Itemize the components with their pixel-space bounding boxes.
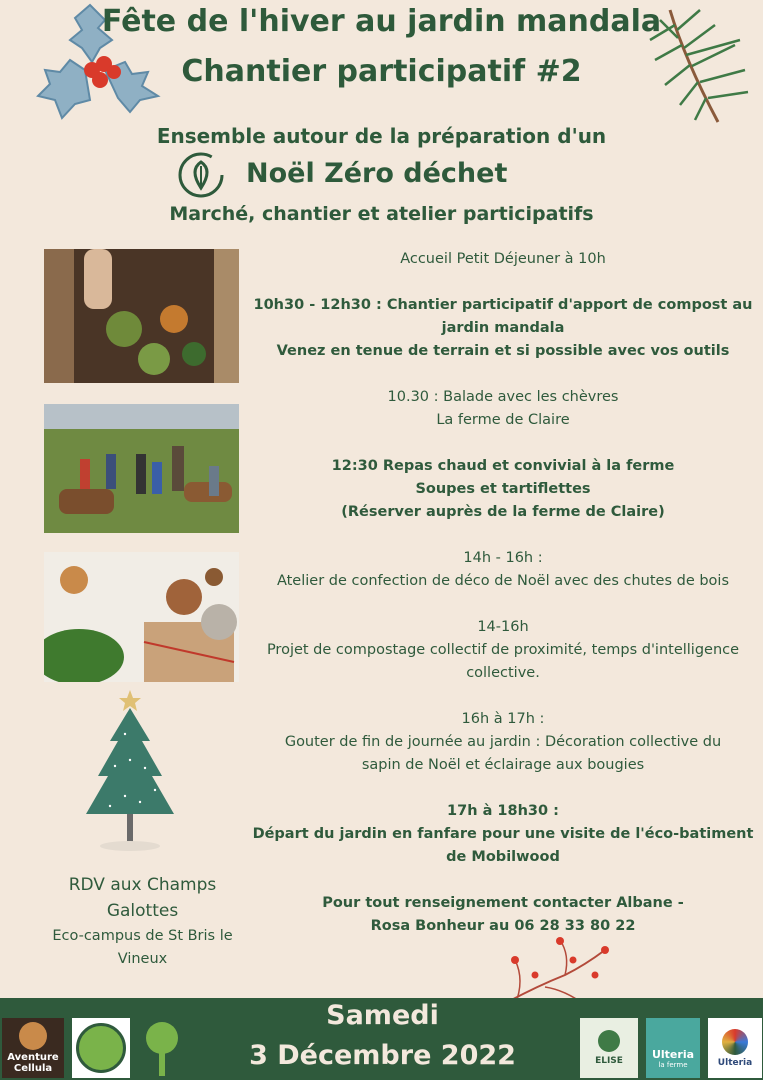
program-spacer <box>248 524 758 547</box>
date-day: Samedi <box>326 1000 439 1031</box>
program-line: Gouter de fin de journée au jardin : Décoration collective du <box>284 734 722 750</box>
program-line: 17h à 18h30 : <box>447 803 559 819</box>
logo-ulteria-label: Ulteria <box>717 1057 753 1068</box>
program-line: 10.30 : Balade avec les chèvres <box>387 389 619 405</box>
program-line: 10h30 - 12h30 : Chantier participatif d'apport de compost au <box>253 297 753 313</box>
logo-ulteria-ferme-label: Ulteria <box>651 1047 695 1061</box>
program-line: Projet de compostage collectif de proximité, temps d'intelligence <box>266 642 740 658</box>
subtitle: Ensemble autour de la préparation d'un <box>156 124 607 148</box>
program-line: de Mobilwood <box>446 849 560 865</box>
logo-elise <box>580 1018 638 1078</box>
location-title-1: RDV aux Champs <box>68 875 217 895</box>
logo-ulteria <box>708 1018 762 1078</box>
logo-rosa-bonheur <box>72 1018 130 1078</box>
program-line: sapin de Noël et éclairage aux bougies <box>361 757 645 773</box>
program-line: Venez en tenue de terrain et si possible avec vos outils <box>276 343 730 359</box>
program-line: Départ du jardin en fanfare pour une visite de l'éco-batiment <box>252 826 754 842</box>
program-line: La ferme de Claire <box>436 412 570 428</box>
program-spacer <box>248 869 758 892</box>
program-line: Atelier de confection de déco de Noël avec des chutes de bois <box>276 573 730 589</box>
program-line: Pour tout renseignement contacter Albane - <box>322 895 684 911</box>
program-line: 12:30 Repas chaud et convivial à la ferme <box>331 458 675 474</box>
program-line: jardin mandala <box>441 320 565 336</box>
program-line: 14-16h <box>477 619 529 635</box>
logo-aventure-cellula <box>2 1018 64 1078</box>
logo-aventure-label: Aventure Cellula <box>7 1052 59 1074</box>
program-line: collective. <box>466 665 540 681</box>
subtitle-2: Marché, chantier et atelier participatifs <box>169 203 594 225</box>
title-line-2: Chantier participatif #2 <box>181 54 582 89</box>
logo-ulteria-ferme <box>646 1018 700 1078</box>
program-line: 16h à 17h : <box>461 711 545 727</box>
christmas-decor-photo <box>44 552 239 682</box>
location-address-2: Vineux <box>117 951 168 967</box>
program-list <box>248 248 758 938</box>
program-spacer <box>248 593 758 616</box>
date-full: 3 Décembre 2022 <box>249 1040 516 1071</box>
logo-ulteria-ferme-sub: la ferme <box>658 1060 688 1069</box>
program-spacer <box>248 271 758 294</box>
zero-waste-title: Noël Zéro déchet <box>246 158 508 189</box>
program-spacer <box>248 777 758 800</box>
goats-photo <box>44 404 239 533</box>
program-line: Accueil Petit Déjeuner à 10h <box>400 251 606 267</box>
program-line: Soupes et tartiflettes <box>415 481 591 497</box>
logo-elise-label: ELISE <box>595 1056 623 1066</box>
christmas-tree-icon <box>70 686 190 861</box>
program-line: 14h - 16h : <box>463 550 543 566</box>
program-line: (Réserver auprès de la ferme de Claire) <box>341 504 665 520</box>
logo-tree <box>136 1018 188 1078</box>
program-line: Rosa Bonheur au 06 28 33 80 22 <box>370 918 636 934</box>
program-spacer <box>248 363 758 386</box>
location-address-1: Eco-campus de St Bris le <box>52 928 233 944</box>
leaf-recycle-icon <box>176 150 226 200</box>
compost-photo <box>44 249 239 383</box>
title-line-1: Fête de l'hiver au jardin mandala <box>101 4 662 39</box>
program-spacer <box>248 432 758 455</box>
location-title-2: Galottes <box>106 901 179 921</box>
program-spacer <box>248 685 758 708</box>
